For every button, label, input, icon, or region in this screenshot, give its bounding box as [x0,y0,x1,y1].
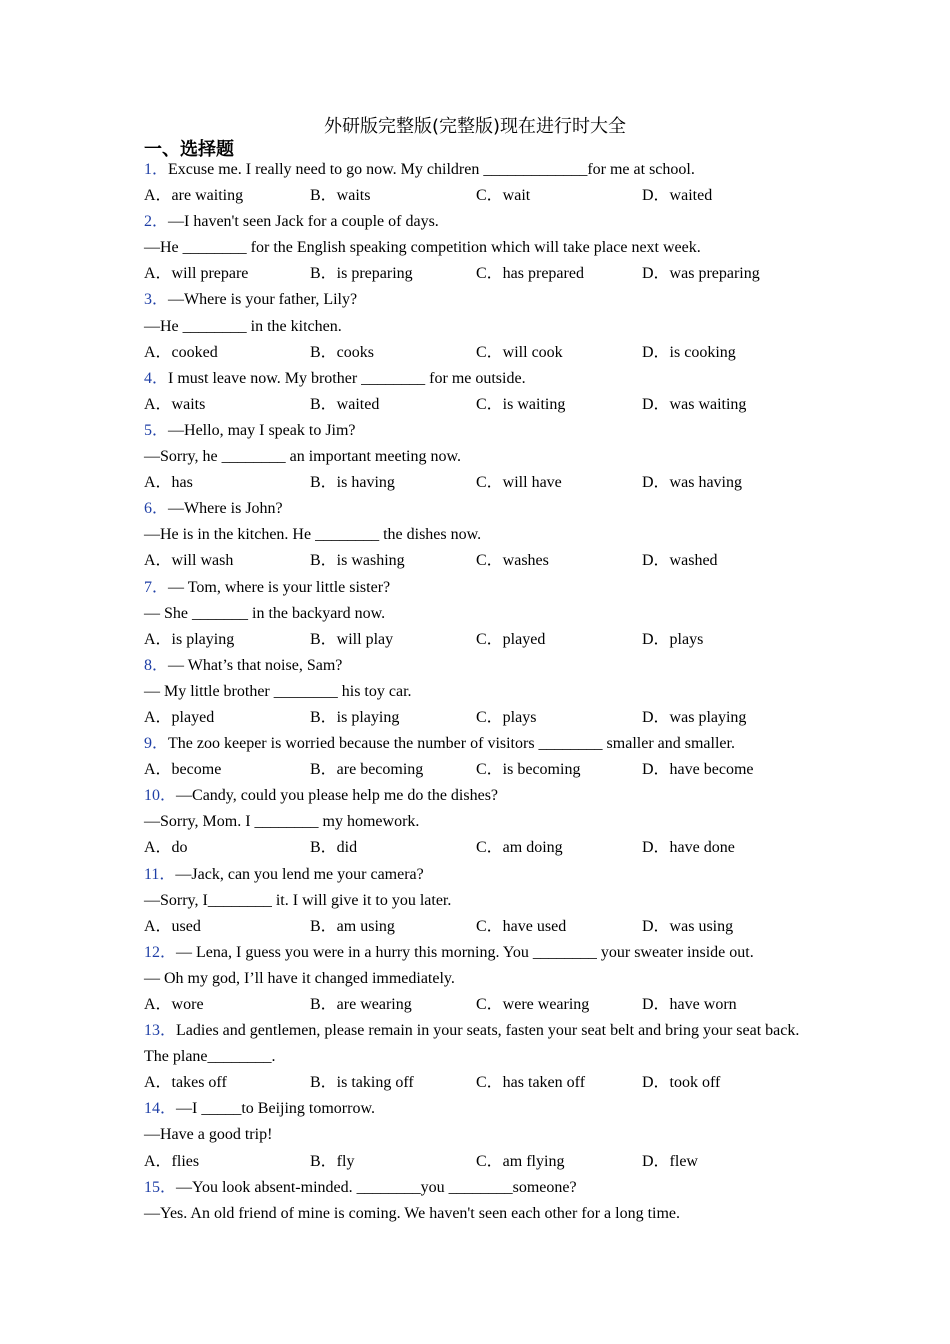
question-text: Ladies and gentlemen, please remain in your seats, fasten your seat belt and bring your seat back. The plane________. [144,1022,800,1066]
answer-option[interactable]: C．played [476,630,546,648]
question-number: 12． [144,943,177,961]
question-stem [144,1175,804,1201]
question-block [144,862,804,940]
answer-option[interactable]: D．washed [642,552,718,570]
answer-option[interactable]: B．are becoming [310,761,424,779]
question-block [144,496,804,574]
question-text: —Have a good trip! [144,1126,273,1144]
question-stem [144,496,804,522]
question-line [144,601,804,627]
question-text: —He ________ in the kitchen. [144,317,342,335]
answer-option[interactable]: A．used [144,917,201,935]
question-line [144,888,804,914]
question-stem [144,157,804,183]
answer-option[interactable]: B．is having [310,474,395,492]
answer-option[interactable]: C．wait [476,187,531,205]
answer-option[interactable]: B．cooks [310,343,375,361]
options-row [144,1070,804,1096]
question-text: —You look absent-minded. ________you ________someone? [176,1178,577,1196]
answer-option[interactable]: B．is taking off [310,1074,414,1092]
question-text: —He is in the kitchen. He ________ the dishes now. [144,526,482,544]
question-number: 13． [144,1022,177,1040]
question-text: —I _____to Beijing tomorrow. [176,1100,375,1118]
question-number: 9． [144,735,169,753]
question-block [144,940,804,1018]
options-row [144,183,804,209]
options-row [144,1149,804,1175]
question-text: — She _______ in the backyard now. [144,604,386,622]
answer-option[interactable]: B．are wearing [310,996,412,1013]
answer-option[interactable]: C．will have [476,474,562,492]
question-number: 1． [144,161,169,178]
answer-option[interactable]: A．played [144,708,215,726]
question-number: 15． [144,1178,177,1196]
answer-option[interactable]: A．do [144,839,188,857]
question-block [144,287,804,365]
answer-option[interactable]: A．has [144,474,193,492]
question-block [144,418,804,496]
question-text: —Sorry, I________ it. I will give it to you later. [144,891,452,909]
answer-option[interactable]: D．was having [642,474,742,492]
options-row [144,757,804,783]
question-block [144,731,804,783]
answer-option[interactable]: A．is playing [144,630,235,648]
question-number: 8． [144,656,169,674]
answer-option[interactable]: A．cooked [144,343,218,361]
question-number: 6． [144,500,169,518]
section-heading: 一、选择题 [144,139,234,160]
answer-option[interactable]: D．have done [642,839,735,857]
answer-option[interactable]: D．flew [642,1152,698,1170]
answer-option[interactable]: D．plays [642,630,704,648]
question-line [144,1122,804,1148]
question-line [144,809,804,835]
question-text: —Hello, may I speak to Jim? [168,421,356,439]
question-number: 4． [144,369,169,387]
answer-option[interactable]: A．will prepare [144,265,249,283]
question-text: — Lena, I guess you were in a hurry this morning. You ________ your sweater inside out. [176,943,754,961]
question-block [144,1018,804,1096]
answer-option[interactable]: D．was waiting [642,395,747,413]
question-stem [144,783,804,809]
question-stem [144,366,804,392]
question-stem [144,575,804,601]
question-number: 10． [144,787,177,805]
question-number: 2． [144,213,169,231]
answer-option[interactable]: B．am using [310,917,395,935]
answer-option[interactable]: B．did [310,839,358,857]
question-number: 11． [144,865,176,883]
question-text: Excuse me. I really need to go now. My children _____________for me at school. [168,161,695,178]
answer-option[interactable]: A．takes off [144,1074,227,1092]
question-line [144,1201,804,1227]
question-line [144,235,804,261]
question-line [144,314,804,340]
question-stem [144,1096,804,1122]
question-text: The zoo keeper is worried because the number of visitors ________ smaller and smaller. [168,735,735,753]
answer-option[interactable]: B．is playing [310,708,400,726]
answer-option[interactable]: D．is cooking [642,343,736,361]
question-text: — What’s that noise, Sam? [168,656,343,674]
question-text: —Where is your father, Lily? [168,291,358,309]
options-row [144,392,804,418]
options-row [144,914,804,940]
answer-option[interactable]: A．waits [144,395,206,413]
question-stem [144,418,804,444]
answer-option[interactable]: A．will wash [144,552,234,570]
answer-option[interactable]: B．will play [310,630,394,648]
question-number: 7． [144,578,169,596]
question-line [144,966,804,992]
answer-option[interactable]: C．am flying [476,1152,565,1170]
question-block [144,209,804,287]
question-stem [144,287,804,313]
question-block [144,1175,804,1227]
answer-option[interactable]: C．plays [476,708,537,726]
answer-option[interactable]: D．have worn [642,996,737,1013]
options-row [144,470,804,496]
question-text: —Jack, can you lend me your camera? [175,865,424,883]
answer-option[interactable]: D．was playing [642,708,747,726]
options-row [144,261,804,287]
options-row [144,627,804,653]
question-line [144,444,804,470]
answer-option[interactable]: C．has taken off [476,1074,586,1092]
question-text: —Sorry, Mom. I ________ my homework. [144,813,420,831]
answer-option[interactable]: B．fly [310,1152,355,1170]
answer-option[interactable]: C．has prepared [476,265,584,283]
question-number: 3． [144,291,169,309]
question-block [144,783,804,861]
answer-option[interactable]: D．waited [642,187,713,205]
question-stem [144,731,804,757]
answer-option[interactable]: D．was using [642,917,734,935]
options-row [144,835,804,861]
question-text: I must leave now. My brother ________ for me outside. [168,369,526,387]
question-block [144,157,804,209]
question-block [144,575,804,653]
answer-option[interactable]: D．took off [642,1074,721,1092]
answer-option[interactable]: A．flies [144,1152,200,1170]
question-text: —Yes. An old friend of mine is coming. We haven't seen each other for a long time. [144,1204,680,1222]
question-stem [144,862,804,888]
question-number: 5． [144,421,169,439]
answer-option[interactable]: C．washes [476,552,549,570]
question-line [144,522,804,548]
answer-option[interactable]: A．wore [144,996,204,1013]
answer-option[interactable]: C．have used [476,917,567,935]
question-text: —Sorry, he ________ an important meeting now. [144,448,461,466]
answer-option[interactable]: C．will cook [476,343,563,361]
question-block [144,1096,804,1174]
question-list [144,157,804,1227]
options-row [144,548,804,574]
question-stem [144,1018,804,1070]
question-stem [144,653,804,679]
answer-option[interactable]: B．waited [310,395,380,413]
answer-option[interactable]: A．become [144,761,222,779]
answer-option[interactable]: D．was preparing [642,265,760,283]
question-text: —He ________ for the English speaking competition which will take place next week. [144,239,701,257]
answer-option[interactable]: C．am doing [476,839,563,857]
question-stem [144,209,804,235]
answer-option[interactable]: C．is waiting [476,395,566,413]
answer-option[interactable]: B．is preparing [310,265,413,283]
question-text: — My little brother ________ his toy car. [144,682,412,700]
answer-option[interactable]: C．is becoming [476,761,581,779]
question-text: — Oh my god, I’ll have it changed immediately. [144,969,455,987]
options-row [144,992,804,1018]
question-line [144,679,804,705]
answer-option[interactable]: B．is washing [310,552,405,570]
question-text: —Where is John? [168,500,283,518]
question-text: —Candy, could you please help me do the dishes? [176,787,499,805]
question-number: 14． [144,1100,177,1118]
answer-option[interactable]: B．waits [310,187,371,205]
answer-option[interactable]: C．were wearing [476,996,590,1013]
question-text: —I haven't seen Jack for a couple of days. [168,213,439,231]
question-stem [144,940,804,966]
question-block [144,653,804,731]
options-row [144,705,804,731]
document-title: 外研版完整版(完整版)现在进行时大全 [323,116,627,137]
answer-option[interactable]: A．are waiting [144,187,244,205]
question-block [144,366,804,418]
question-text: — Tom, where is your little sister? [168,578,391,596]
answer-option[interactable]: D．have become [642,761,754,779]
options-row [144,340,804,366]
